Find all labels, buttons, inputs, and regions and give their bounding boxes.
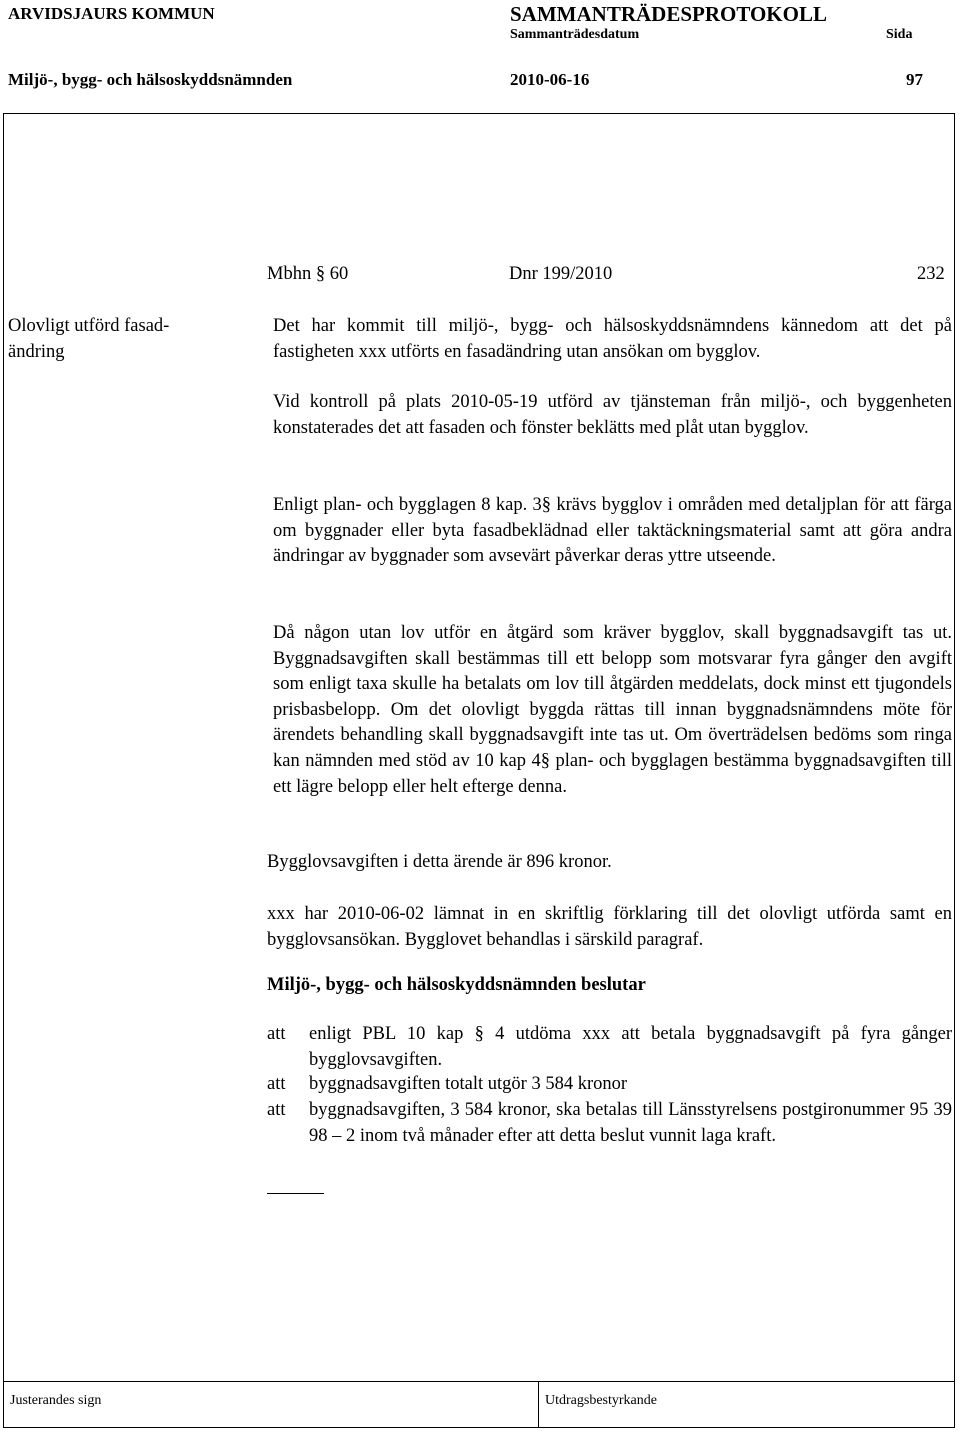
meeting-date: 2010-06-16 — [510, 70, 590, 89]
paragraph-3: Enligt plan- och bygglagen 8 kap. 3§ krävs bygglov i områden med detaljplan för att färga om byggnader eller byta fasadbeklädnad eller taktäckningsmaterial samt att göra andra ändringar av byggnader som avsevärt påverkar deras yttre utseende. — [273, 495, 952, 567]
date-label: Sammanträdesdatum — [510, 27, 640, 42]
paragraph-1: Det har kommit till miljö-, bygg- och hälsoskyddsnämndens kännedom att det på fastigheten xxx utförts en fasadändring utan ansökan om bygglov. — [273, 316, 952, 362]
decision-item-2-prefix: att — [267, 1074, 286, 1094]
case-paragraph: Mbhn § 60 — [267, 264, 349, 284]
case-number: 232 — [917, 264, 945, 284]
footer-certification-label: Utdragsbestyrkande — [545, 1393, 657, 1408]
page-label: Sida — [886, 27, 913, 42]
footer-divider — [538, 1382, 539, 1427]
decision-item-3-prefix: att — [267, 1100, 286, 1120]
paragraph-6: xxx har 2010-06-02 lämnat in en skriftlig förklaring till det olovligt utförda samt en bygglovsansökan. Bygglovet behandlas i särskild paragraf. — [267, 904, 952, 950]
footer-signer-label: Justerandes sign — [10, 1393, 102, 1408]
decision-item-3: byggnadsavgiften, 3 584 kronor, ska betalas till Länsstyrelsens postgironummer 95 39 98 – 2 inom två månader efter att detta beslut vunnit laga kraft. — [309, 1100, 952, 1146]
case-dnr: Dnr 199/2010 — [509, 264, 613, 284]
decision-item-2: byggnadsavgiften totalt utgör 3 584 kronor — [309, 1074, 628, 1094]
decision-item-1-prefix: att — [267, 1024, 286, 1044]
case-subject: Olovligt utförd fasad- ändring — [8, 316, 170, 362]
document-type: SAMMANTRÄDESPROTOKOLL — [510, 2, 827, 26]
end-rule — [267, 1193, 324, 1194]
decision-heading: Miljö-, bygg- och hälsoskyddsnämnden beslutar — [267, 975, 646, 995]
page-number: 97 — [906, 70, 923, 89]
committee-name: Miljö-, bygg- och hälsoskyddsnämnden — [8, 70, 293, 89]
paragraph-5: Bygglovsavgiften i detta ärende är 896 kronor. — [267, 852, 612, 872]
signature-row — [3, 1382, 955, 1428]
paragraph-2: Vid kontroll på plats 2010-05-19 utförd av tjänsteman från miljö-, och byggenheten konstaterades det att fasaden och fönster beklätts med plåt utan bygglov. — [273, 392, 952, 438]
paragraph-4: Då någon utan lov utför en åtgärd som kräver bygglov, skall byggnadsavgift tas ut. Byggnadsavgiften skall bestämmas till ett belopp som motsvarar fyra gånger den avgift som enligt taxa skulle ha betalats om lov till åtgärden meddelats, dock minst ett tjugondels prisbasbelopp. Om det olovligt byggda rättas till innan byggnadsnämndens möte för ärendets behandling skall byggnadsavgift inte tas ut. Om överträdelsen bedöms som ringa kan nämnden med stöd av 10 kap 4§ plan- och bygglagen bestämma byggnadsavgiften till ett lägre belopp eller helt efterge denna. — [273, 623, 952, 797]
municipality-name: ARVIDSJAURS KOMMUN — [8, 4, 215, 23]
decision-item-1: enligt PBL 10 kap § 4 utdöma xxx att betala byggnadsavgift på fyra gånger bygglovsavgiften. — [309, 1024, 952, 1070]
